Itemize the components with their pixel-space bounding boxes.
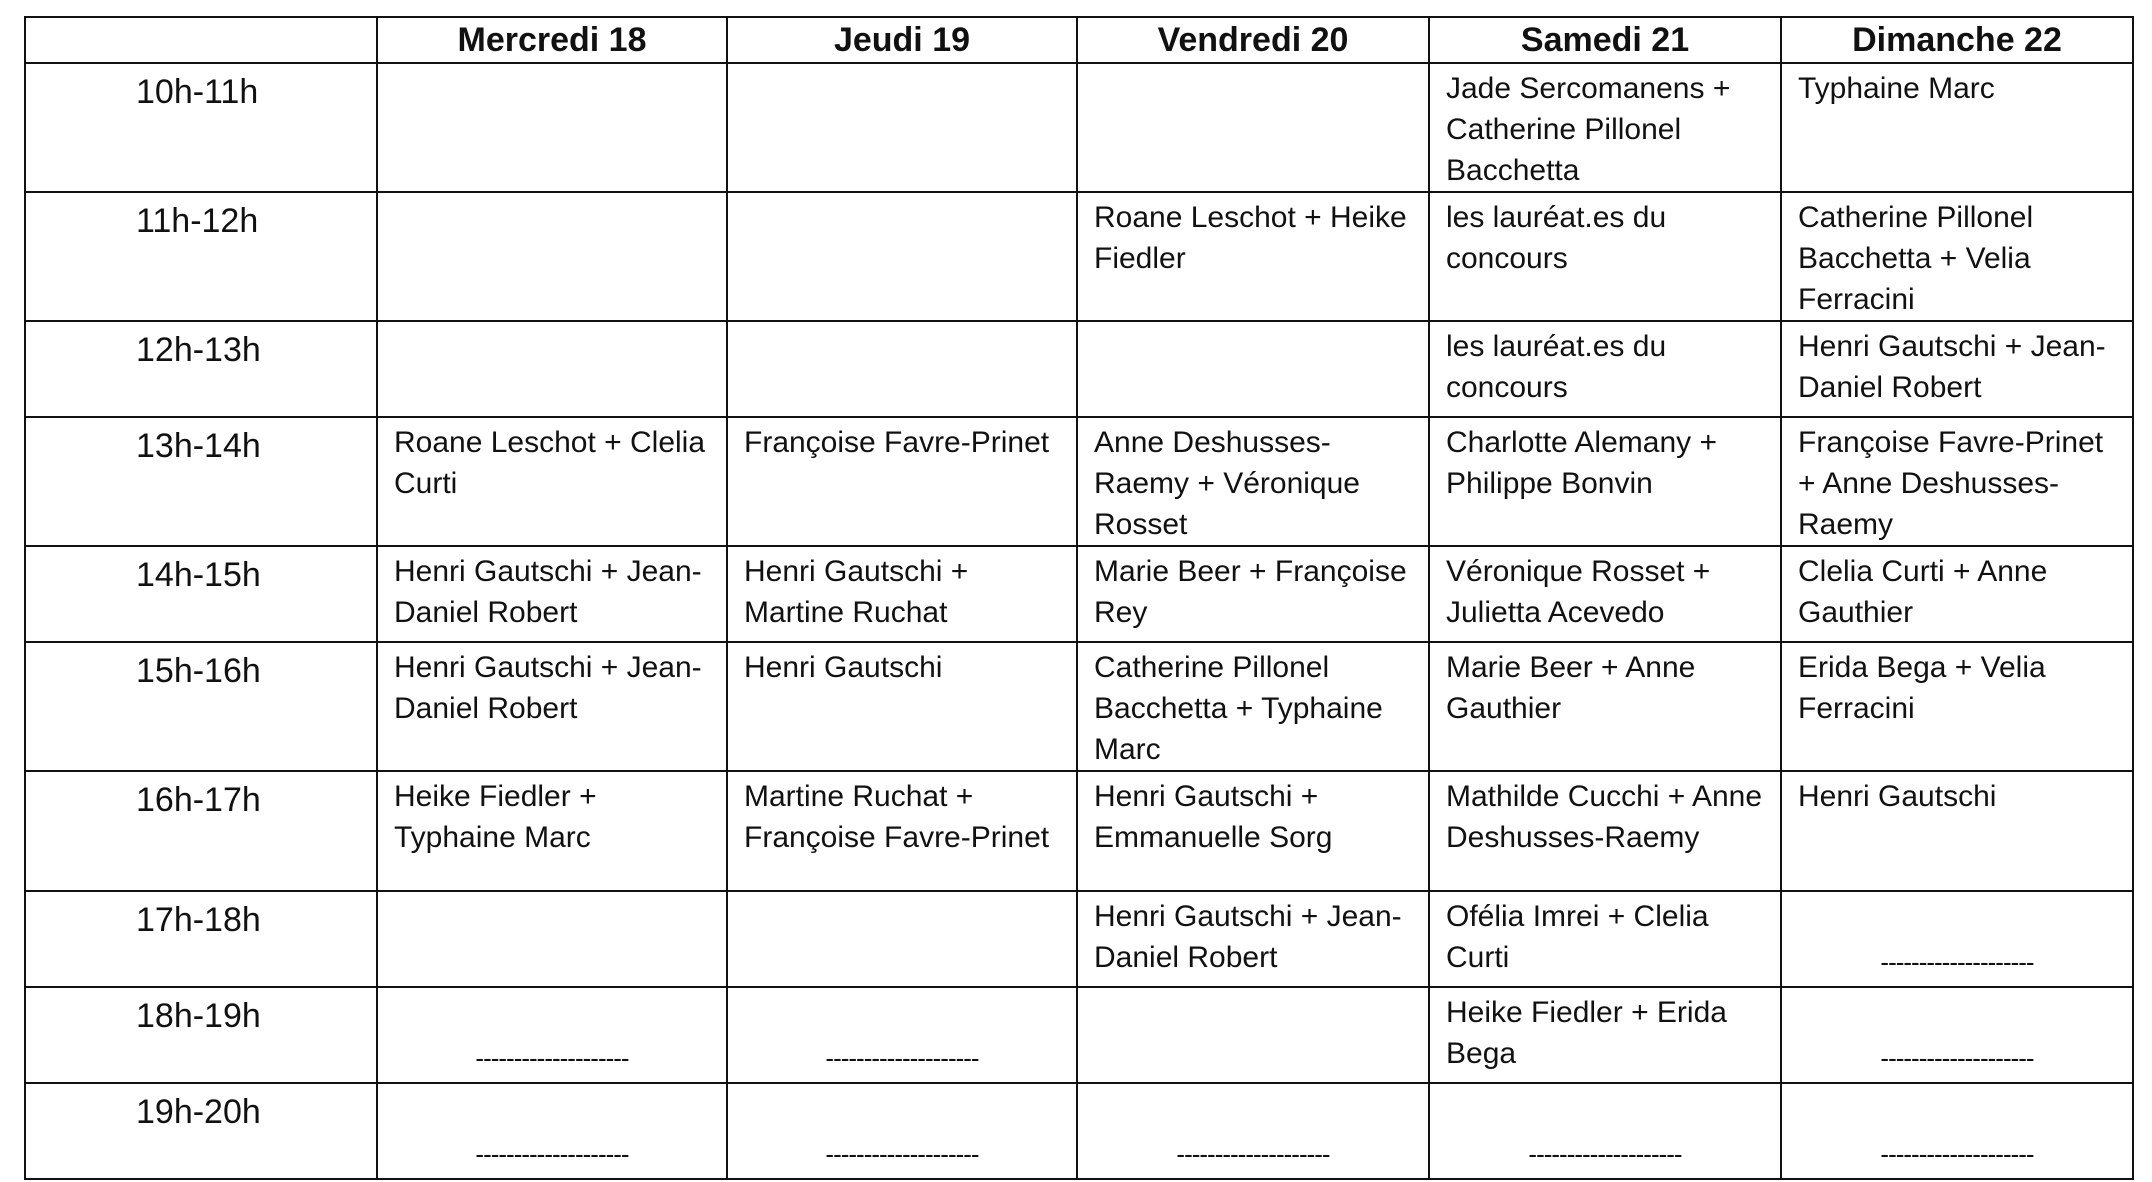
header-samedi: Samedi 21 xyxy=(1429,17,1781,63)
schedule-entry: Françoise Favre-Prinet + Anne Deshusses-Raemy xyxy=(1781,417,2133,546)
header-mercredi: Mercredi 18 xyxy=(377,17,727,63)
schedule-entry: Heike Fiedler + Erida Bega xyxy=(1429,987,1781,1083)
header-jeudi: Jeudi 19 xyxy=(727,17,1077,63)
schedule-entry xyxy=(727,192,1077,321)
schedule-entry xyxy=(377,321,727,417)
time-slot-label: 19h-20h xyxy=(25,1083,377,1179)
table-row xyxy=(25,192,2133,321)
schedule-entry: Erida Bega + Velia Ferracini xyxy=(1781,642,2133,771)
empty-slot-dash: -------------------- xyxy=(727,987,1077,1083)
schedule-entry: Véronique Rosset + Julietta Acevedo xyxy=(1429,546,1781,642)
empty-slot-dash: -------------------- xyxy=(1781,1083,2133,1179)
empty-slot-dash: -------------------- xyxy=(1781,987,2133,1083)
header-row xyxy=(25,17,2133,63)
schedule-entry: Ofélia Imrei + Clelia Curti xyxy=(1429,891,1781,987)
empty-slot-dash: -------------------- xyxy=(1781,891,2133,987)
schedule-entry: Heike Fiedler + Typhaine Marc xyxy=(377,771,727,891)
table-row xyxy=(25,63,2133,192)
time-slot-label: 16h-17h xyxy=(25,771,377,891)
time-slot-label: 12h-13h xyxy=(25,321,377,417)
table-row xyxy=(25,987,2133,1083)
schedule-entry: Catherine Pillonel Bacchetta + Typhaine Marc xyxy=(1077,642,1429,771)
schedule-entry xyxy=(727,321,1077,417)
schedule-entry xyxy=(377,63,727,192)
schedule-entry: Henri Gautschi + Jean-Daniel Robert xyxy=(377,546,727,642)
time-slot-label: 17h-18h xyxy=(25,891,377,987)
schedule-entry: Charlotte Alemany + Philippe Bonvin xyxy=(1429,417,1781,546)
schedule-entry: Françoise Favre-Prinet xyxy=(727,417,1077,546)
schedule-entry: Marie Beer + Françoise Rey xyxy=(1077,546,1429,642)
schedule-entry: les lauréat.es du concours xyxy=(1429,321,1781,417)
time-slot-label: 14h-15h xyxy=(25,546,377,642)
schedule-table xyxy=(24,16,2134,1180)
header-corner xyxy=(25,17,377,63)
empty-slot-dash: -------------------- xyxy=(1429,1083,1781,1179)
schedule-entry xyxy=(1077,987,1429,1083)
time-slot-label: 11h-12h xyxy=(25,192,377,321)
empty-slot-dash: -------------------- xyxy=(1077,1083,1429,1179)
time-slot-label: 10h-11h xyxy=(25,63,377,192)
table-row xyxy=(25,891,2133,987)
schedule-entry: Anne Deshusses-Raemy + Véronique Rosset xyxy=(1077,417,1429,546)
schedule-entry: Roane Leschot + Heike Fiedler xyxy=(1077,192,1429,321)
empty-slot-dash: -------------------- xyxy=(727,1083,1077,1179)
schedule-body xyxy=(25,63,2133,1179)
schedule-entry: Mathilde Cucchi + Anne Deshusses-Raemy xyxy=(1429,771,1781,891)
empty-slot-dash: -------------------- xyxy=(377,1083,727,1179)
time-slot-label: 15h-16h xyxy=(25,642,377,771)
schedule-entry: Martine Ruchat + Françoise Favre-Prinet xyxy=(727,771,1077,891)
table-row xyxy=(25,546,2133,642)
table-row xyxy=(25,771,2133,891)
table-row xyxy=(25,321,2133,417)
schedule-entry: Marie Beer + Anne Gauthier xyxy=(1429,642,1781,771)
schedule-entry: Henri Gautschi + Emmanuelle Sorg xyxy=(1077,771,1429,891)
header-dimanche: Dimanche 22 xyxy=(1781,17,2133,63)
schedule-entry: Jade Sercomanens + Catherine Pillonel Bacchetta xyxy=(1429,63,1781,192)
schedule-entry: Henri Gautschi + Jean-Daniel Robert xyxy=(1077,891,1429,987)
schedule-entry: les lauréat.es du concours xyxy=(1429,192,1781,321)
schedule-entry xyxy=(1077,321,1429,417)
schedule-entry xyxy=(377,192,727,321)
schedule-entry: Henri Gautschi + Martine Ruchat xyxy=(727,546,1077,642)
schedule-entry xyxy=(727,63,1077,192)
table-row xyxy=(25,1083,2133,1179)
table-row xyxy=(25,417,2133,546)
schedule-entry xyxy=(1077,63,1429,192)
schedule-entry: Roane Leschot + Clelia Curti xyxy=(377,417,727,546)
time-slot-label: 13h-14h xyxy=(25,417,377,546)
schedule-entry: Henri Gautschi + Jean-Daniel Robert xyxy=(1781,321,2133,417)
table-row xyxy=(25,642,2133,771)
empty-slot-dash: -------------------- xyxy=(377,987,727,1083)
schedule-entry: Typhaine Marc xyxy=(1781,63,2133,192)
schedule-entry xyxy=(727,891,1077,987)
schedule-entry: Henri Gautschi xyxy=(727,642,1077,771)
header-vendredi: Vendredi 20 xyxy=(1077,17,1429,63)
schedule-entry xyxy=(377,891,727,987)
schedule-entry: Clelia Curti + Anne Gauthier xyxy=(1781,546,2133,642)
schedule-entry: Catherine Pillonel Bacchetta + Velia Ferracini xyxy=(1781,192,2133,321)
schedule-entry: Henri Gautschi xyxy=(1781,771,2133,891)
schedule-entry: Henri Gautschi + Jean-Daniel Robert xyxy=(377,642,727,771)
time-slot-label: 18h-19h xyxy=(25,987,377,1083)
